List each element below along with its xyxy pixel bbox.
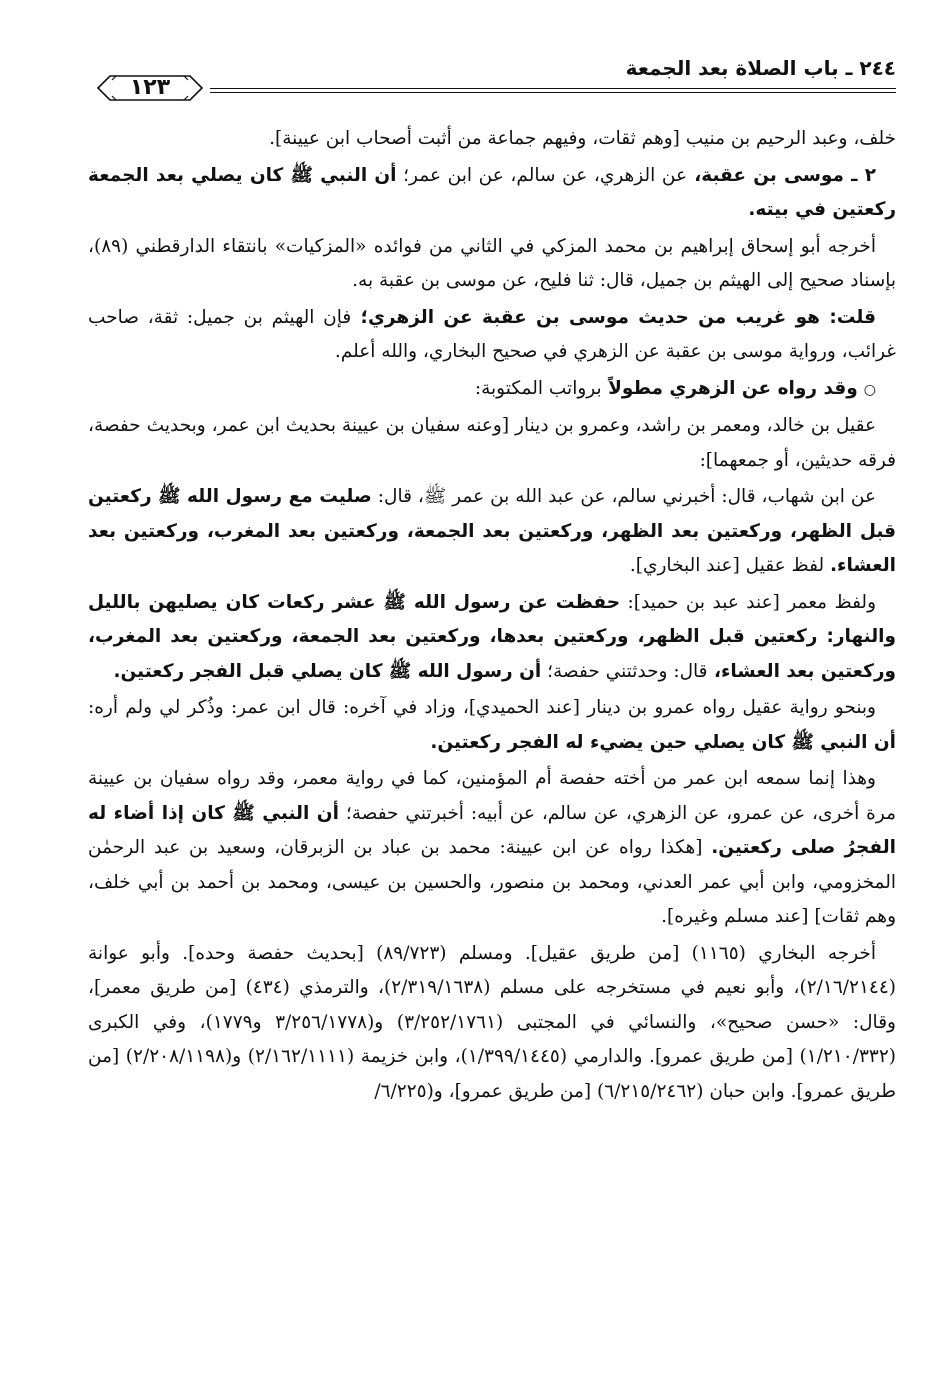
paragraph — [88, 409, 896, 478]
bold-text-run: أن النبي ﷺ كان يصلي حين يضيء له الفجر ركعتين. — [430, 731, 896, 753]
paragraph — [88, 586, 896, 690]
page-header — [88, 48, 896, 114]
running-title: ٢٤٤ ـ باب الصلاة بعد الجمعة — [625, 56, 896, 80]
paragraph — [88, 937, 896, 1110]
text-run: عقيل بن خالد، ومعمر بن راشد، وعمرو بن دينار [وعنه سفيان بن عيينة بحديث ابن عمر، وبحديث حفصة، فرقه حديثين، أو جمعهما]: — [88, 415, 896, 471]
text-run: برواتب المكتوبة: — [474, 377, 602, 399]
bold-text-run: حفظت عن رسول الله ﷺ عشر ركعات كان يصليهن بالليل والنهار: ركعتين قبل الظهر، وركعتين بعدها، وركعتين بعد الجمعة، وركعتين بعد المغرب، وركعتين بعد العشاء، — [88, 591, 896, 682]
paragraph — [88, 691, 896, 760]
text-run: عن ابن شهاب، قال: أخبرني سالم، عن عبد الله بن عمر ﷺ، قال: — [371, 486, 876, 507]
paragraph — [88, 230, 896, 299]
text-run: أخرجه أبو إسحاق إبراهيم بن محمد المزكي في الثاني من فوائده «المزكيات» بانتقاء الدارقطني (٨٩)، بإسناد صحيح إلى الهيثم بن جميل، قال: ثنا فليح، عن موسى بن عقبة به. — [88, 235, 896, 291]
paragraph — [88, 301, 896, 370]
book-page — [88, 48, 896, 1368]
text-run: لفظ عقيل [عند البخاري]. — [629, 555, 830, 576]
paragraph — [88, 762, 896, 935]
bold-text-run: أن رسول الله ﷺ كان يصلي قبل الفجر ركعتين. — [113, 660, 542, 682]
bold-text-run: صليت مع رسول الله ﷺ ركعتين قبل الظهر، وركعتين بعد الظهر، وركعتين بعد الجمعة، وركعتين بعد المغرب، وركعتين بعد العشاء. — [88, 486, 896, 576]
paragraph-marker-icon: ○ — [863, 381, 876, 398]
page-body — [88, 122, 896, 1111]
paragraph — [88, 159, 896, 228]
text-run: ولفظ معمر [عند عبد بن حميد]: — [620, 591, 877, 613]
text-run: أخرجه البخاري (١١٦٥) [من طريق عقيل]. ومسلم (٨٩/٧٢٣) [بحديث حفصة وحده]. وأبو عوانة (٢/١٦/٢١٤٤)، وأبو نعيم في مستخرجه على مسلم (٢/٣١٩/١٦٣٨)، والترمذي (٤٣٤) [من طريق معمر]، وقال: «حسن صحيح»، والنسائي في المجتبى (٣/٢٥٢/١٧٦١) و(٣/٢٥٦/١٧٧٨ و١٧٧٩)، وفي الكبرى (١/٢١٠/٣٣٢) [من طريق عمرو]. والدارمي (١/٣٩٩/١٤٤٥)، وابن خزيمة (٢/١٦٢/١١١١) و(٢/٢٠٨/١١٩٨) [من طريق عمرو]. وابن حبان (٦/٢١٥/٢٤٦٢) [من طريق عمرو]، و(٦/٢٢٥/ — [88, 942, 897, 1102]
text-run: فإن الهيثم بن جميل: ثقة، صاحب غرائب، ورواية موسى بن عقبة عن الزهري في صحيح البخاري، والله أعلم. — [88, 306, 896, 362]
text-run: خلف، وعبد الرحيم بن منيب [وهم ثقات، وفيهم جماعة من أثبت أصحاب ابن عيينة]. — [269, 128, 896, 149]
text-run: عن الزهري، عن سالم، عن ابن عمر؛ — [396, 164, 688, 186]
bold-text-run: وقد رواه عن الزهري مطولاً — [601, 377, 858, 399]
page-number-ornament — [96, 70, 204, 106]
text-run: وهذا إنما سمعه ابن عمر من أخته حفصة أم المؤمنين، كما في رواية معمر، وقد رواه سفيان بن عيينة مرة أخرى، عن عمرو، عن الزهري، عن سالم، عن أبيه: أخبرتني حفصة؛ — [88, 768, 896, 824]
text-run: [هكذا رواه عن ابن عيينة: محمد بن عباد بن الزبرقان، وسعيد بن عبد الرحمٰن المخزومي، وابن أبي عمر العدني، ومحمد بن منصور، والحسين بن عيسى، ومحمد بن أحمد بن أبي خلف، وهم ثقات] [عند مسلم وغيره]. — [88, 837, 896, 927]
paragraph — [88, 372, 896, 408]
paragraph — [88, 480, 896, 584]
text-run: وبنحو رواية عقيل رواه عمرو بن دينار [عند الحميدي]، وزاد في آخره: قال ابن عمر: وذُكر لي ولم أره: — [88, 697, 876, 718]
paragraph — [88, 122, 896, 157]
bold-text-run: أن النبي ﷺ كان يصلي بعد الجمعة ركعتين في بيته. — [88, 164, 896, 220]
bold-text-run: ٢ ـ موسى بن عقبة، — [687, 164, 876, 186]
header-rule — [210, 88, 896, 93]
text-run: قال: وحدثتني حفصة؛ — [541, 660, 708, 682]
bold-text-run: أن النبي ﷺ كان إذا أضاء له الفجرُ صلى ركعتين. — [88, 802, 896, 858]
page-number: ١٢٣ — [129, 75, 171, 100]
bold-text-run: قلت: هو غريب من حديث موسى بن عقبة عن الزهري؛ — [351, 306, 876, 328]
